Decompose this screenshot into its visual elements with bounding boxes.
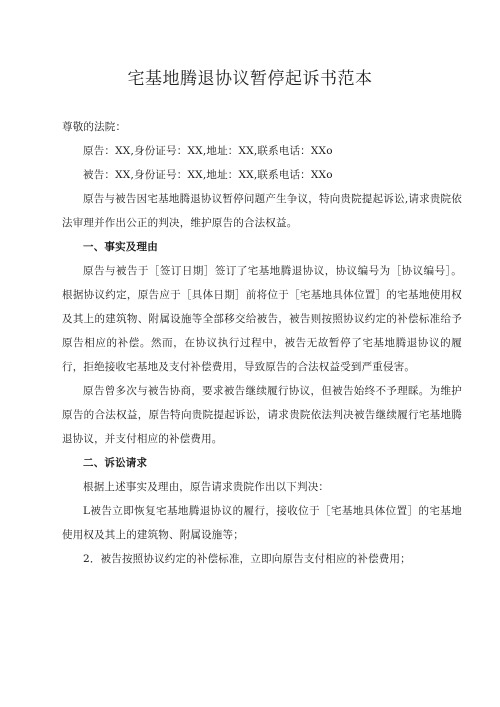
facts-paragraph-2: 原告曾多次与被告协商，要求被告继续履行协议，但被告始终不予理睬。为维护原告的合法权益，原告特向贵院提起诉讼，请求贵院依法判决被告继续履行宅基地腾退协议，并支付相应的补偿费用。: [62, 385, 462, 445]
claim-item-1: L被告立即恢复宅基地腾退协议的履行，接收位于［宅基地具体位置］的宅基地使用权及其上的建筑物、附属设施等；: [62, 505, 462, 541]
document-body: [62, 115, 462, 571]
document-title: 宅基地腾退协议暂停起诉书范本: [127, 69, 373, 89]
intro-paragraph: 原告与被告因宅基地腾退协议暂停问题产生争议，特向贵院提起诉讼,请求贵院依法审理并作出公正的判决，维护原告的合法权益。: [62, 193, 462, 229]
section-heading-facts: 一、事实及理由: [83, 241, 158, 253]
claim-item-2: 2．被告按照协议约定的补偿标准，立即向原告支付相应的补偿费用；: [83, 553, 411, 565]
claims-intro: 根据上述事实及理由，原告请求贵院作出以下判决：: [83, 481, 330, 493]
plaintiff-info: 原告：XX,身份证号：XX,地址：XX,联系电话：XXo: [83, 145, 333, 157]
salutation: 尊敬的法院：: [62, 121, 127, 133]
facts-paragraph-1: 原告与被告于［签订日期］签订了宅基地腾退协议，协议编号为［协议编号］。根据协议约定，原告应于［具体日期］前将位于［宅基地具体位置］的宅基地使用权及其上的建筑物、附属设施等全部移交给被告，被告则按照协议约定的补偿标准给予原告相应的补偿。然而，在协议执行过程中，被告无故暂停了宅基地腾退协议的履行，拒绝接收宅基地及支付补偿费用，导致原告的合法权益受到严重侵害。: [62, 265, 462, 373]
section-heading-claims: 二、诉讼请求: [83, 457, 148, 469]
defendant-info: 被告：XX,身份证号：XX,地址：XX,联系电话：XXo: [83, 169, 333, 181]
